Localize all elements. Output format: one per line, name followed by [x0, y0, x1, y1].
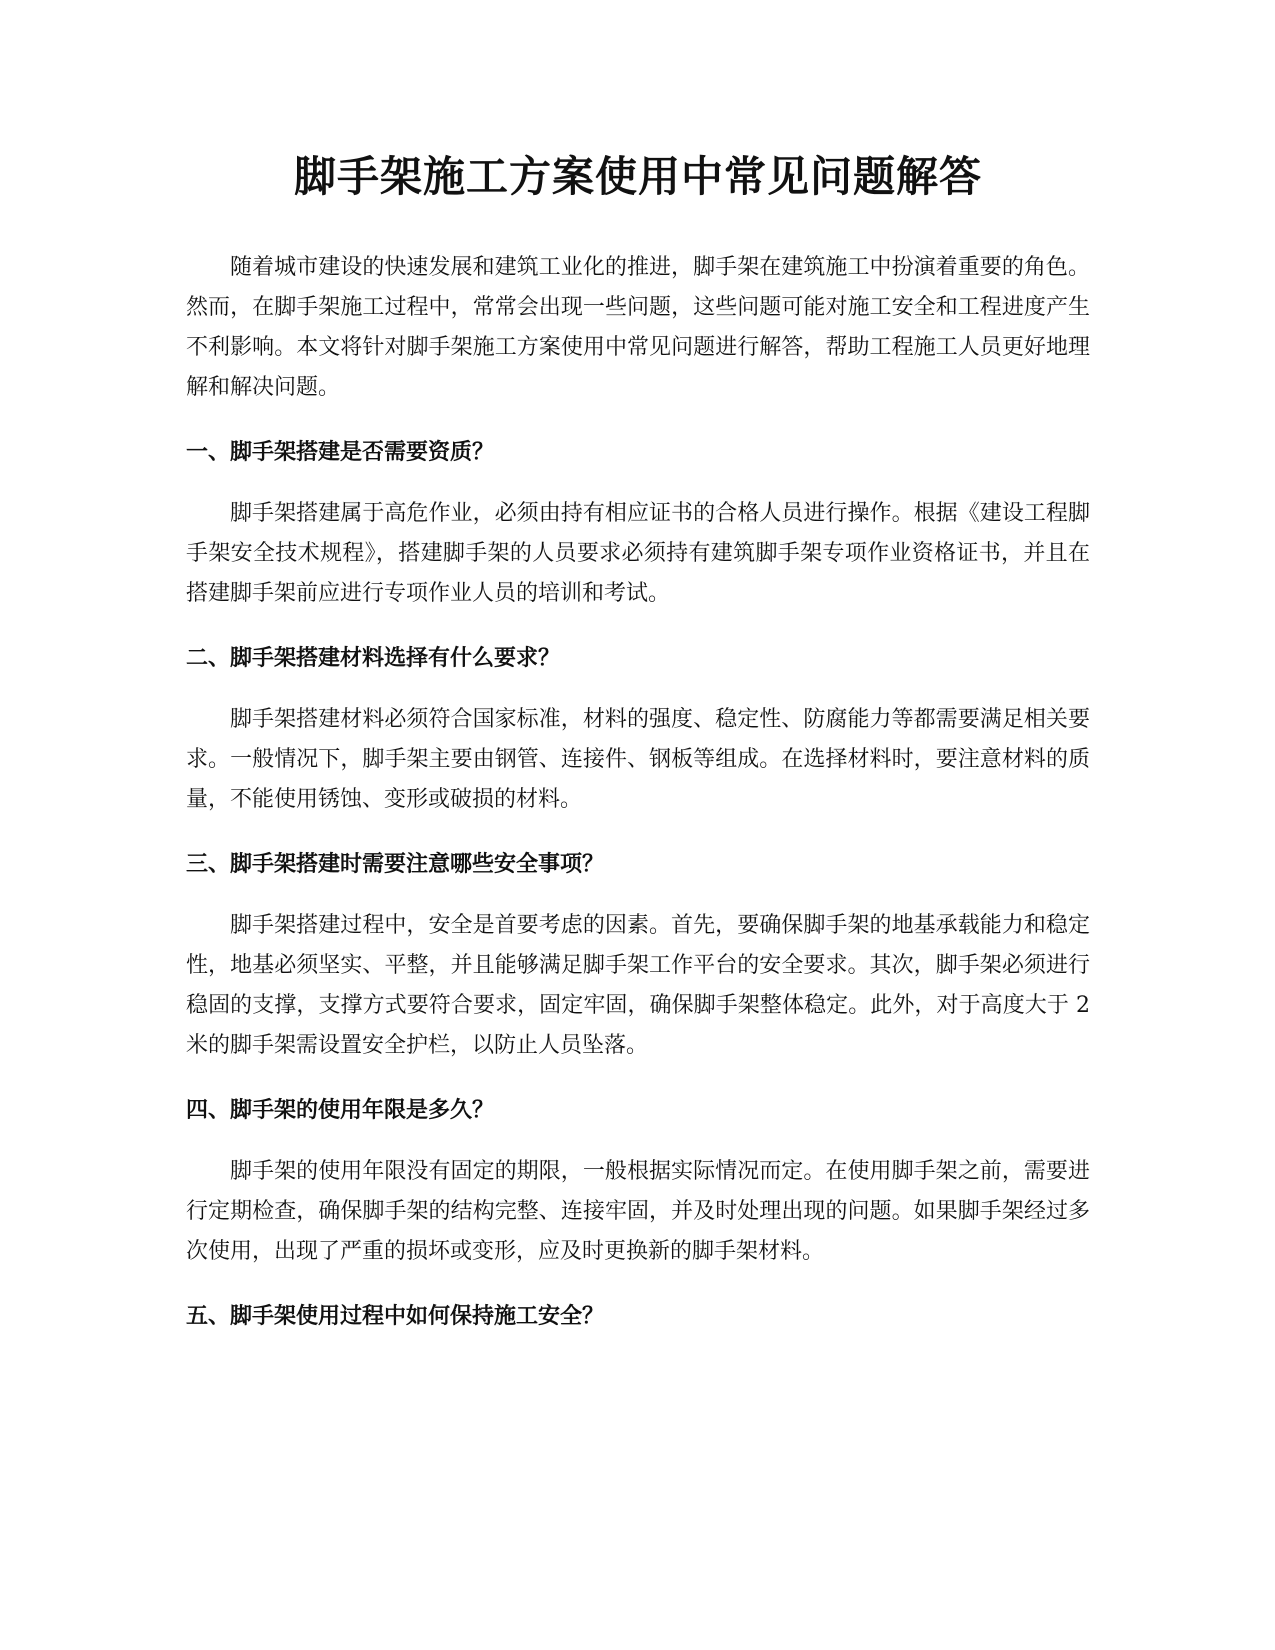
section-heading-1: 一、脚手架搭建是否需要资质？: [186, 440, 495, 465]
document-content: [186, 148, 1090, 1358]
section-body-1: 脚手架搭建属于高危作业，必须由持有相应证书的合格人员进行操作。根据《建设工程脚手架安全技术规程》，搭建脚手架的人员要求必须持有建筑脚手架专项作业资格证书，并且在搭建脚手架前应进行专项作业人员的培训和考试。: [186, 501, 1090, 606]
section-heading-4: 四、脚手架的使用年限是多久？: [186, 1098, 495, 1123]
section-heading-3: 三、脚手架搭建时需要注意哪些安全事项？: [186, 852, 605, 877]
section-heading-5: 五、脚手架使用过程中如何保持施工安全？: [186, 1304, 605, 1329]
section-body-2: 脚手架搭建材料必须符合国家标准，材料的强度、稳定性、防腐能力等都需要满足相关要求。一般情况下，脚手架主要由钢管、连接件、钢板等组成。在选择材料时，要注意材料的质量，不能使用锈蚀、变形或破损的材料。: [186, 707, 1090, 812]
section-heading-2: 二、脚手架搭建材料选择有什么要求？: [186, 646, 561, 671]
document-title: 脚手架施工方案使用中常见问题解答: [293, 152, 982, 201]
section-body-3: 脚手架搭建过程中，安全是首要考虑的因素。首先，要确保脚手架的地基承载能力和稳定性，地基必须坚实、平整，并且能够满足脚手架工作平台的安全要求。其次，脚手架必须进行稳固的支撑，支撑方式要符合要求，固定牢固，确保脚手架整体稳定。此外，对于高度大于 2 米的脚手架需设置安全护栏，以防止人员坠落。: [186, 913, 1090, 1058]
section-body-4: 脚手架的使用年限没有固定的期限，一般根据实际情况而定。在使用脚手架之前，需要进行定期检查，确保脚手架的结构完整、连接牢固，并及时处理出现的问题。如果脚手架经过多次使用，出现了严重的损坏或变形，应及时更换新的脚手架材料。: [186, 1159, 1090, 1264]
intro-paragraph: 随着城市建设的快速发展和建筑工业化的推进，脚手架在建筑施工中扮演着重要的角色。然而，在脚手架施工过程中，常常会出现一些问题，这些问题可能对施工安全和工程进度产生不利影响。本文将针对脚手架施工方案使用中常见问题进行解答，帮助工程施工人员更好地理解和解决问题。: [186, 255, 1090, 400]
